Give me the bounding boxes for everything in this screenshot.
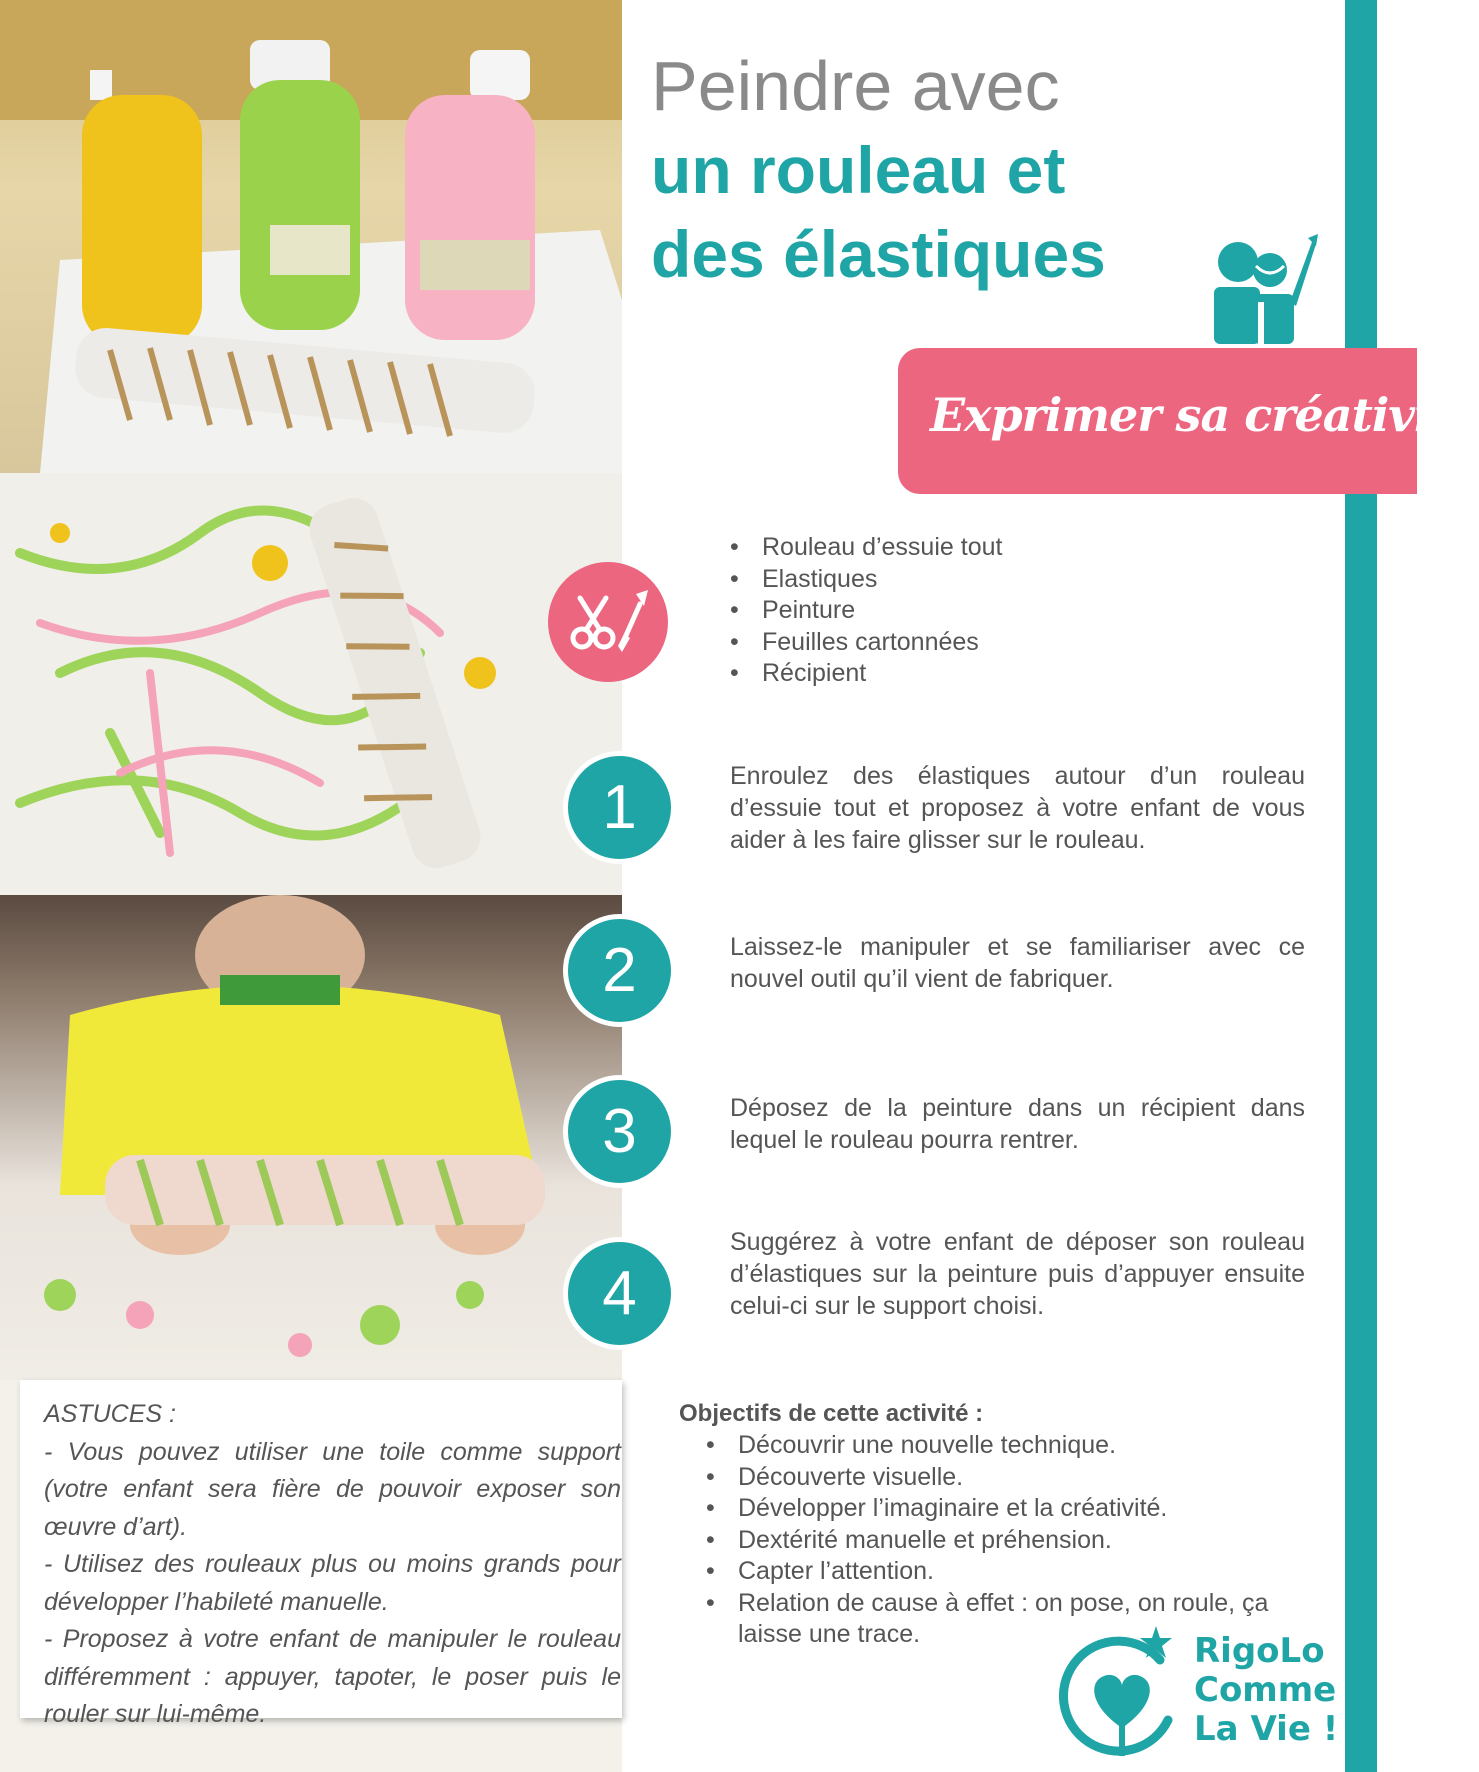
tip-item: - Vous pouvez utiliser une toile comme support (votre enfant sera fière de pouvoir exposer son œuvre d’art). <box>44 1437 621 1541</box>
list-item: • Dextérité manuelle et préhension. <box>706 1525 1336 1557</box>
tip-item: - Proposez à votre enfant de manipuler le rouleau différemment : appuyer, tapoter, le poser puis le rouler sur lui-même. <box>44 1625 621 1728</box>
tips-box <box>20 1380 622 1728</box>
list-item: • Elastiques <box>730 564 1002 596</box>
objectives-title: Objectifs de cette activité : <box>679 1400 984 1427</box>
step-3-text: Déposez de la peinture dans un récipient dans lequel le rouleau pourra rentrer. <box>730 1094 1305 1154</box>
step-1-badge: 1 <box>563 751 676 864</box>
side-accent-bar <box>1345 0 1377 1772</box>
tips-heading: ASTUCES : <box>44 1400 176 1428</box>
list-item: • Développer l’imaginaire et la créativité. <box>706 1493 1336 1525</box>
brand-logo <box>1060 1620 1360 1760</box>
list-item: • Récipient <box>730 658 1002 690</box>
step-2-badge: 2 <box>563 914 676 1027</box>
logo-line2: Comme <box>1194 1670 1337 1710</box>
scissors-brush-icon <box>548 562 668 682</box>
logo-line1: RigoLo <box>1194 1631 1325 1671</box>
materials-list <box>730 532 1002 690</box>
children-painting-icon <box>1208 232 1318 344</box>
photo-painted-paper <box>0 473 622 895</box>
step-4-badge: 4 <box>563 1237 676 1350</box>
photo-child-rolling <box>0 895 622 1380</box>
logo-text <box>1194 1632 1338 1749</box>
tip-item: - Utilisez des rouleaux plus ou moins grands pour développer l’habileté manuelle. <box>44 1550 621 1616</box>
photo-paint-bottles <box>0 0 622 473</box>
list-item: • Relation de cause à effet : on pose, on roule, ça laisse une trace. <box>706 1588 1336 1651</box>
list-item: • Peinture <box>730 595 1002 627</box>
list-item: • Feuilles cartonnées <box>730 627 1002 659</box>
step-3-badge: 3 <box>563 1075 676 1188</box>
list-item: • Capter l’attention. <box>706 1556 1336 1588</box>
page-title-line3: des élastiques <box>651 217 1106 291</box>
page-title-line2: un rouleau et <box>651 133 1066 207</box>
list-item: • Découverte visuelle. <box>706 1462 1336 1494</box>
logo-line3: La Vie ! <box>1194 1709 1339 1749</box>
step-4-text: Suggérez à votre enfant de déposer son rouleau d’élastiques sur la peinture puis d’appuyer ensuite celui-ci sur le support choisi. <box>730 1228 1305 1320</box>
objectives-list <box>706 1430 1336 1651</box>
category-label: Exprimer sa créativité <box>930 388 1479 442</box>
list-item: • Découvrir une nouvelle technique. <box>706 1430 1336 1462</box>
step-2-text: Laissez-le manipuler et se familiariser avec ce nouvel outil qu’il vient de fabriquer. <box>730 933 1305 993</box>
list-item: • Rouleau d’essuie tout <box>730 532 1002 564</box>
page-title-line1: Peindre avec <box>651 47 1060 125</box>
step-1-text: Enroulez des élastiques autour d’un rouleau d’essuie tout et proposez à votre enfant de vous aider à les faire glisser sur le rouleau. <box>730 762 1305 854</box>
